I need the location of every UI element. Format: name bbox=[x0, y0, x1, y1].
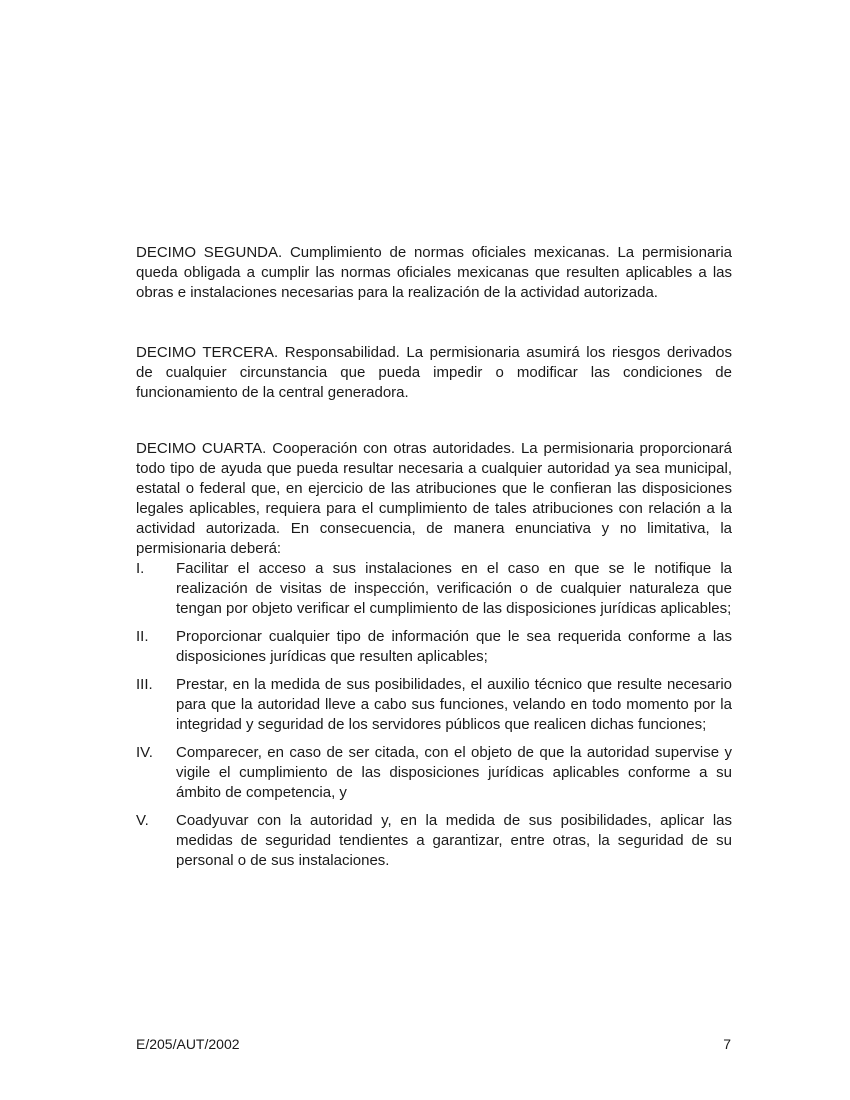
list-item-text: Coadyuvar con la autoridad y, en la medida de sus posibilidades, aplicar las medidas de seguridad tendientes a garantizar, entre otras, la seguridad de su personal o de sus instalaciones. bbox=[176, 812, 732, 869]
page-footer bbox=[136, 1035, 731, 1053]
clause-decimo-cuarta: DECIMO CUARTA. Cooperación con otras autoridades. La permisionaria proporcionará todo tipo de ayuda que pueda resultar necesaria a cualquier autoridad ya sea municipal, estatal o federal que, en ejercicio de las atribuciones que le confieran las disposiciones legales aplicables, requiera para el cumplimiento de tales atribuciones con relación a la actividad autorizada. En consecuencia, de manera enunciativa y no limitativa, la permisionaria deberá: bbox=[136, 440, 732, 557]
list-item-numeral: IV. bbox=[136, 744, 153, 761]
obligations-list bbox=[136, 559, 732, 871]
list-item-numeral: I. bbox=[136, 560, 145, 577]
list-item-numeral: II. bbox=[136, 628, 149, 645]
list-item-text: Comparecer, en caso de ser citada, con el objeto de que la autoridad supervise y vigile el cumplimiento de las disposiciones jurídicas aplicables conforme a su ámbito de competencia, y bbox=[176, 744, 732, 801]
list-item-text: Facilitar el acceso a sus instalaciones en el caso en que se le notifique la realización de visitas de inspección, verificación o de cualquier naturaleza que tengan por objeto verificar el cumplimiento de las disposiciones jurídicas aplicables; bbox=[176, 560, 732, 617]
list-item-numeral: III. bbox=[136, 676, 153, 693]
list-item-text: Proporcionar cualquier tipo de información que le sea requerida conforme a las disposiciones jurídicas que resulten aplicables; bbox=[176, 628, 732, 665]
list-item-numeral: V. bbox=[136, 812, 149, 829]
document-body bbox=[136, 243, 732, 871]
list-item bbox=[136, 811, 732, 871]
list-item bbox=[136, 743, 732, 803]
footer-reference: E/205/AUT/2002 bbox=[136, 1036, 240, 1052]
list-item bbox=[136, 675, 732, 735]
list-item bbox=[136, 559, 732, 619]
list-item bbox=[136, 627, 732, 667]
list-item-text: Prestar, en la medida de sus posibilidades, el auxilio técnico que resulte necesario para que la autoridad lleve a cabo sus funciones, velando en todo momento por la integridad y seguridad de los servidores públicos que realicen dichas funciones; bbox=[176, 676, 732, 733]
clause-decimo-segunda: DECIMO SEGUNDA. Cumplimiento de normas oficiales mexicanas. La permisionaria queda obligada a cumplir las normas oficiales mexicanas que resulten aplicables a las obras e instalaciones necesarias para la realización de la actividad autorizada. bbox=[136, 244, 732, 301]
clause-decimo-tercera: DECIMO TERCERA. Responsabilidad. La permisionaria asumirá los riesgos derivados de cualquier circunstancia que pueda impedir o modificar las condiciones de funcionamiento de la central generadora. bbox=[136, 344, 732, 401]
page-number: 7 bbox=[723, 1036, 731, 1052]
